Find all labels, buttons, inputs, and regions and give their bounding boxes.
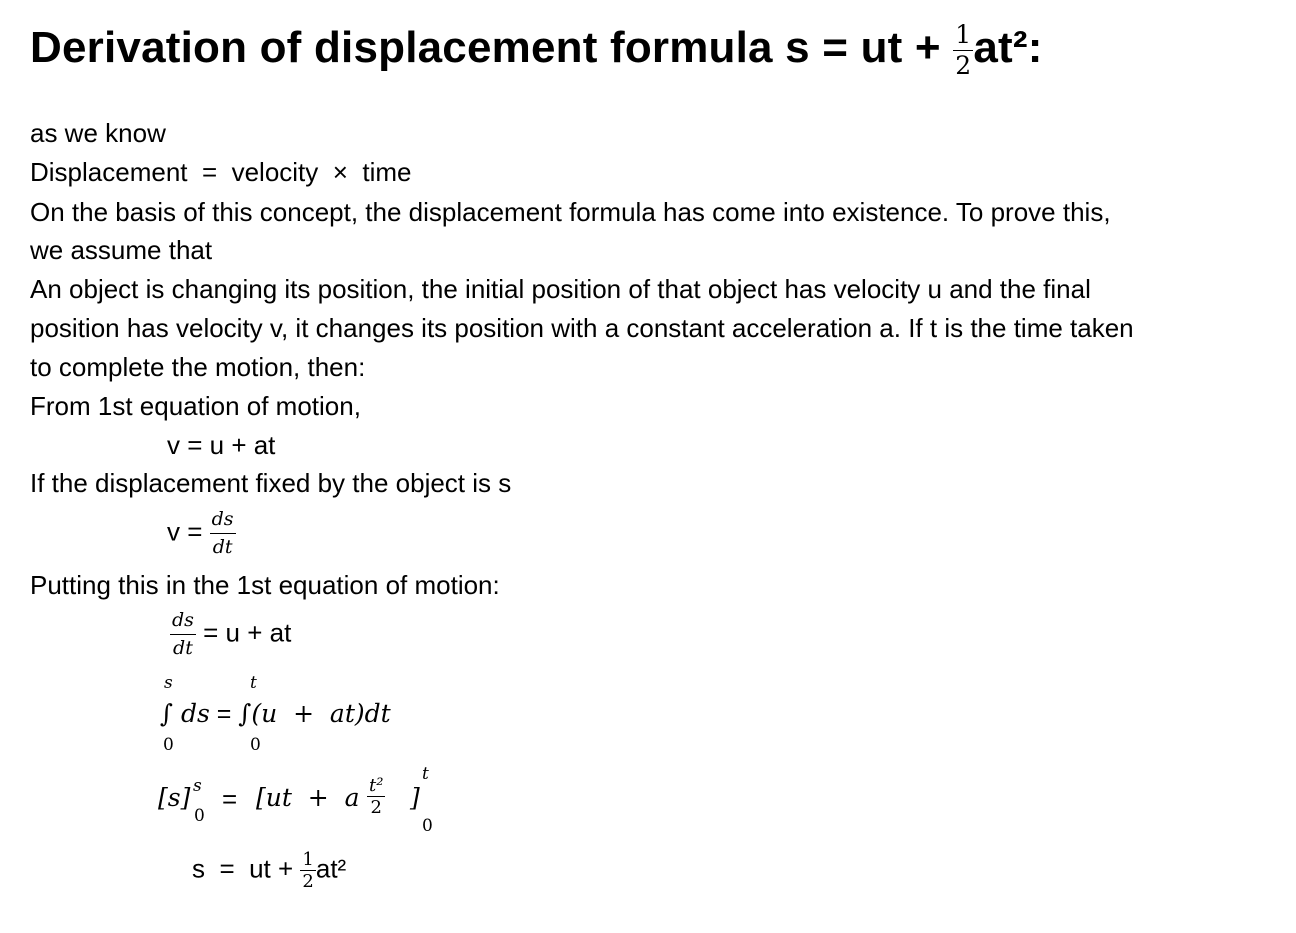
text-first-equation-intro: From 1st equation of motion, [30,391,361,421]
integral-lower-limit-1: 0 [163,735,174,755]
integral-lhs: ∫ ds [160,699,210,728]
final-lhs: s = ut + [192,853,301,884]
eval-upper-limit-t: t [422,764,429,784]
integral-upper-limit-t: t [250,673,257,693]
eval-rhs-prefix: [ut + a [256,783,360,812]
rate-rhs: = u + at [195,617,292,648]
final-fraction-denominator: 2 [302,871,314,892]
ds-dt-fraction-2 [170,607,196,662]
eval-lower-limit-2: 0 [422,816,433,836]
equation-velocity-derivative [167,506,236,561]
title-fraction-denominator: 2 [955,51,972,80]
paragraph-assumption-line-2: position has velocity v, it changes its position with a constant acceleration a. If t is the time taken [30,313,1134,343]
dt-denominator: dt [212,536,233,558]
ds-numerator: ds [210,506,236,534]
integral-equals: = [209,700,239,728]
equation-rate-form [170,607,291,662]
eval-rhs-suffix: ] [410,783,420,812]
text-displacement-definition: Displacement = velocity × time [30,157,412,187]
eval-equals: = [222,784,238,814]
velocity-lhs: v = [167,516,210,547]
page-title [30,20,1043,81]
eval-fraction-denominator: 2 [370,797,382,818]
title-fraction-numerator: 1 [955,20,972,49]
text-putting-intro: Putting this in the 1st equation of motion: [30,570,500,600]
eval-fraction-numerator: t² [369,775,384,796]
integral-upper-limit-s: s [164,673,173,693]
equation-first-of-motion: v = u + at [167,430,276,460]
paragraph-concept-line-2: we assume that [30,235,213,265]
integral-lower-limit-2: 0 [250,735,261,755]
eval-fraction-stack [367,775,385,818]
eval-fraction [367,775,385,818]
dt-denominator-2: dt [173,637,193,659]
integral-rhs: ∫(u + at)dt [238,699,391,728]
final-fraction-numerator: 1 [302,849,314,870]
eval-lhs: [s] [158,783,191,812]
equation-integral [160,699,391,729]
paragraph-concept-line-1: On the basis of this concept, the displacement formula has come into existence. To prove this, [30,197,1111,227]
final-fraction [300,849,315,892]
paragraph-assumption-line-3: to complete the motion, then: [30,352,366,382]
final-suffix: at² [315,853,347,884]
eval-lower-limit-1: 0 [194,806,205,826]
paragraph-assumption-line-1: An object is changing its position, the initial position of that object has velocity u and the final [30,274,1091,304]
eval-upper-limit-s: s [193,776,202,796]
title-text: Derivation of displacement formula s = ut + [30,23,954,73]
title-suffix: at²: [973,23,1043,73]
title-fraction [953,20,973,81]
ds-numerator-2: ds [170,607,196,635]
ds-dt-fraction [210,506,236,561]
equation-final-result [192,849,346,892]
text-as-we-know: as we know [30,118,166,148]
text-displacement-intro: If the displacement fixed by the object is s [30,468,512,498]
